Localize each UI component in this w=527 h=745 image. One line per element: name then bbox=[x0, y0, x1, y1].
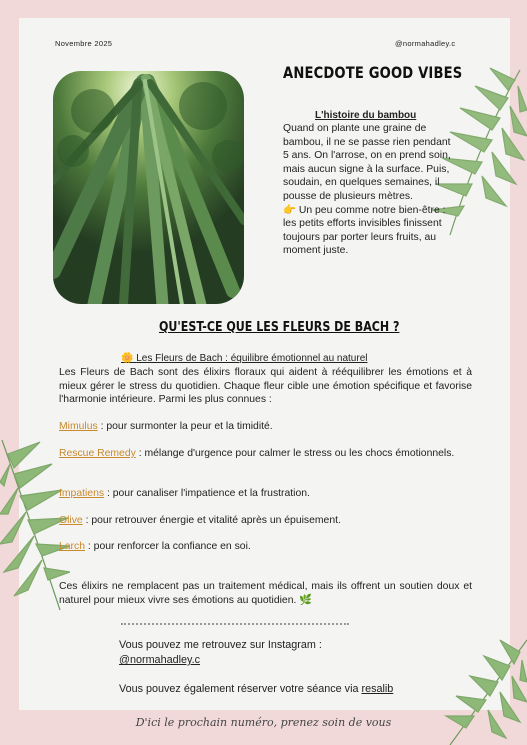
remedy-name: Mimulus bbox=[59, 421, 98, 432]
remedy-desc: : pour retrouver énergie et vitalité après un épuisement. bbox=[85, 515, 341, 526]
instagram-handle-link[interactable]: @normahadley.c bbox=[119, 654, 200, 666]
booking-text: Vous pouvez également réserver votre séance via bbox=[119, 683, 359, 695]
remedy-desc: : pour canaliser l'impatience et la frustration. bbox=[106, 488, 310, 499]
remedy-item bbox=[59, 447, 472, 461]
remedy-item bbox=[59, 487, 472, 501]
bach-subtitle bbox=[121, 352, 367, 366]
story-heading: L'histoire du bambou bbox=[315, 110, 417, 121]
resalib-link[interactable]: resalib bbox=[361, 683, 394, 695]
pointing-hand-icon: 👉 bbox=[283, 204, 296, 216]
footer-signoff: D'ici le prochain numéro, prenez soin de vous bbox=[135, 716, 392, 729]
dotted-divider bbox=[121, 623, 349, 625]
remedy-desc: : pour surmonter la peur et la timidité. bbox=[100, 421, 273, 432]
bach-closing bbox=[59, 580, 472, 607]
remedy-name: Impatiens bbox=[59, 488, 105, 499]
remedy-name: Larch bbox=[59, 541, 85, 552]
remedy-item bbox=[59, 420, 472, 434]
story-body: Quand on plante une graine de bambou, il ne se passe rien pendant 5 ans. On l'arrose, on en prend soin, mais aucun signe à la surface. Puis, soudain, en quelques semaines, il pousse de plusieurs mètres. bbox=[283, 123, 451, 202]
booking-line bbox=[119, 683, 393, 697]
remedy-desc: : mélange d'urgence pour calmer le stress ou les chocs émotionnels. bbox=[138, 448, 455, 459]
header-instagram-handle: @normahadley.c bbox=[395, 39, 456, 48]
bach-closing-text: Ces élixirs ne remplacent pas un traitement médical, mais ils offrent un soutien doux et naturel pour mieux vivre ses émotions au quotidien. bbox=[59, 581, 472, 606]
story-text bbox=[283, 122, 458, 258]
remedy-desc: : pour renforcer la confiance en soi. bbox=[87, 541, 251, 552]
story-lesson: Un peu comme notre bien-être : les petits efforts invisibles finissent toujours par porter leurs fruits, au moment juste. bbox=[283, 204, 446, 257]
bach-section-title: QU'EST-CE QUE LES FLEURS DE BACH ? bbox=[159, 319, 400, 335]
remedy-name: Olive bbox=[59, 515, 83, 526]
remedy-item bbox=[59, 514, 472, 528]
remedy-name: Rescue Remedy bbox=[59, 448, 136, 459]
flower-icon: 🌼 bbox=[121, 353, 134, 364]
herb-icon: 🌿 bbox=[299, 594, 313, 606]
instagram-text: Vous pouvez me retrouvez sur Instagram : bbox=[119, 639, 322, 651]
anecdote-title: ANECDOTE GOOD VIBES bbox=[283, 63, 463, 82]
remedy-item bbox=[59, 540, 472, 554]
bach-intro: Les Fleurs de Bach sont des élixirs floraux qui aident à rééquilibrer les émotions et à mieux gérer le stress du quotidien. Chaque fleur cible une émotion spécifique et favorise l'harmonie intérieure. Parmi les plus connues : bbox=[59, 367, 472, 406]
bach-subtitle-text: Les Fleurs de Bach : équilibre émotionnel au naturel bbox=[136, 353, 368, 364]
issue-date: Novembre 2025 bbox=[55, 39, 113, 48]
bamboo-forest-photo bbox=[53, 71, 244, 304]
